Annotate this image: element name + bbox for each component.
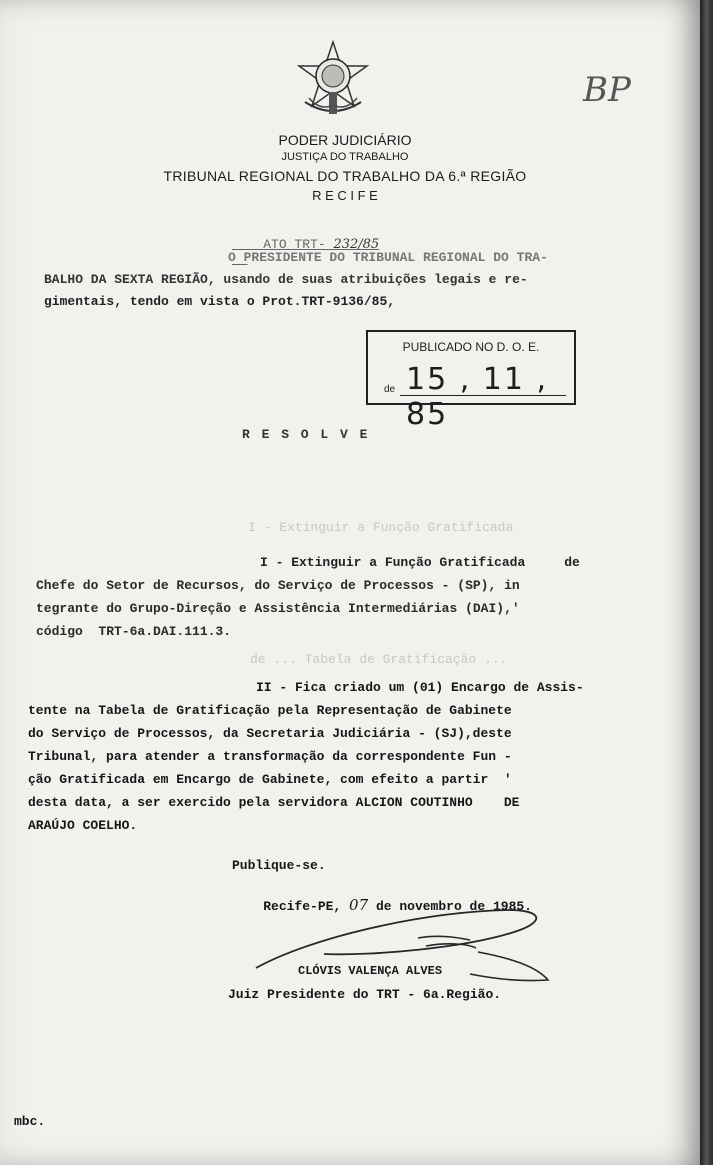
date-day-handwritten: 07 [349,896,369,914]
act-number-handwritten: 232/85 [333,237,380,252]
paragraph-2-line-5: ção Gratificada em Encargo de Gabinete, com efeito a partir ' [28,772,512,787]
paragraph-2-line-3: do Serviço de Processos, da Secretaria Judiciária - (SJ),deste [28,726,512,741]
publication-stamp [366,330,576,432]
intro-line-3: gimentais, tendo em vista o Prot.TRT-9136/85, [44,294,396,309]
resolve-heading: R E S O L V E [242,427,370,442]
stamp-date-line [400,395,566,396]
header-tribunal-regional: TRIBUNAL REGIONAL DO TRABALHO DA 6.ª REGIÃO [163,168,527,184]
publish-line: Publique-se. [232,858,326,873]
paragraph-2-line-4: Tribunal, para atender a transformação da correspondente Fun - [28,749,512,764]
paragraph-2-line-6: desta data, a ser exercido pela servidora ALCION COUTINHO DE [28,795,520,810]
paragraph-1-line-4: código TRT-6a.DAI.111.3. [36,624,232,639]
faint-underlying-text-2: de ... Tabela de Gratificação ... [250,652,508,667]
stamp-date: 15 , 11 , 85 [406,362,549,432]
signer-name: CLÓVIS VALENÇA ALVES [298,964,443,978]
faint-underlying-text-1: I - Extinguir a Função Gratificada [248,520,514,535]
header-recife: R E C I F E [312,188,378,203]
paragraph-2-line-2: tente na Tabela de Gratificação pela Representação de Gabinete [28,703,512,718]
header-poder-judiciario: PODER JUDICIÁRIO [278,132,412,148]
header-justica-do-trabalho: JUSTIÇA DO TRABALHO [281,151,409,163]
paragraph-2-line-1: II - Fica criado um (01) Encargo de Assis- [256,680,584,695]
intro-line-1: O PRESIDENTE DO TRIBUNAL REGIONAL DO TRA- [228,250,548,265]
paragraph-1-line-1: I - Extinguir a Função Gratificada de [260,555,580,570]
signer-title: Juiz Presidente do TRT - 6a.Região. [228,987,502,1002]
act-prefix: ATO TRT- [263,237,334,252]
footer-initials: mbc. [14,1114,46,1129]
paragraph-1-line-2: Chefe do Setor de Recursos, do Serviço de Processos - (SP), in [36,578,520,593]
intro-line-2: BALHO DA SEXTA REGIÃO, usando de suas atribuições legais e re- [44,272,528,287]
stamp-published-label: PUBLICADO NO D. O. E. [402,340,540,354]
date-prefix: Recife-PE, [263,899,350,914]
paragraph-1-line-3: tegrante do Grupo-Direção e Assistência Intermediárias (DAI),' [36,601,520,616]
coat-of-arms-emblem [295,40,371,120]
date-suffix: de novembro de 1985. [368,899,532,914]
stamp-de-label: de [384,384,396,395]
paragraph-2-line-7: ARAÚJO COELHO. [28,818,138,833]
book-binding-edge [700,0,713,1165]
margin-note-handwritten: BP [583,70,631,110]
